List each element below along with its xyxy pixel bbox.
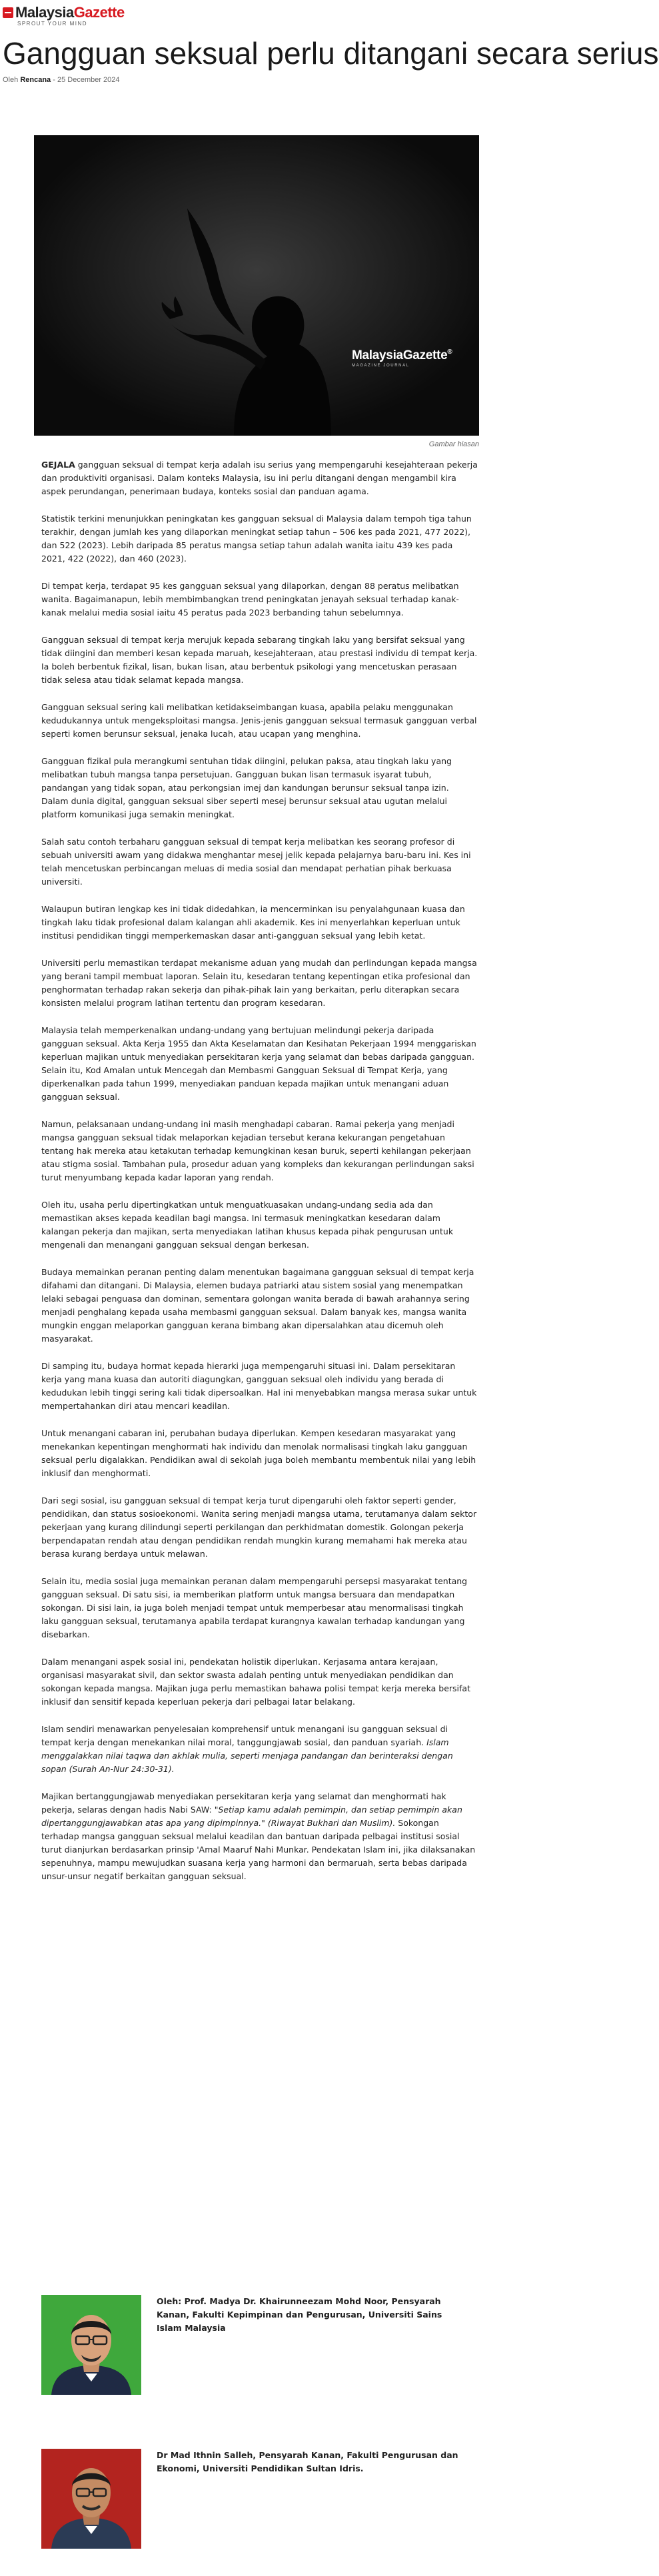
site-logo[interactable] — [3, 5, 590, 20]
author-bio-text: Oleh: Prof. Madya Dr. Khairunneezam Mohd Noor, Pensyarah Kanan, Fakulti Kepimpinan dan Pengurusan, Universiti Sains Islam Malaysia — [157, 2296, 442, 2333]
article-paragraph: Walaupun butiran lengkap kes ini tidak didedahkan, ia mencerminkan isu penyalahgunaan kuasa dan tingkah laku tidak profesional dalam kalangan ahli akademik. Kes ini menyerlahkan keperluan untuk institusi pendidikan tinggi memperkemaskan dasar anti-gangguan seksual yang lebih ketat. — [41, 904, 465, 941]
article-paragraph: Dari segi sosial, isu gangguan seksual di tempat kerja turut dipengaruhi oleh faktor seperti gender, pendidikan, dan status sosioekonomi. Wanita sering menjadi mangsa utama, terutamanya dalam sektor pekerjaan yang kurang dilindungi seperti perkilangan dan perkhidmatan domestik. Golongan pekerja berpendapatan rendah atau dengan pendidikan rendah mungkin kurang memahami hak mereka atau berasa kurang berdaya untuk melawan. — [41, 1496, 477, 1559]
author-bio — [41, 2295, 478, 2395]
article-paragraph: Majikan bertanggungjawab menyediakan persekitaran kerja yang selamat dan menghormati hak pekerja, selaras dengan hadis Nabi SAW: "Setiap kamu adalah pemimpin, dan setiap pemimpin akan dipertanggungjawabkan atas apa yang dipimpinnya." (Riwayat Bukhari dan Muslim). Sokongan terhadap mangsa gangguan seksual melalui keadilan dan bantuan daripada pelbagai institusi sosial turut dianjurkan berdasarkan prinsip 'Amal Maaruf Nahi Munkar. Pendekatan Islam ini, jika dilaksanakan sepenuhnya, mampu mewujudkan suasana kerja yang harmoni dan bermaruah, serta bebas daripada unsur-unsur negatif berkaitan gangguan seksual. — [41, 1791, 476, 1881]
article-paragraph: Namun, pelaksanaan undang-undang ini masih menghadapi cabaran. Ramai pekerja yang menjadi mangsa gangguan seksual tidak melaporkan kejadian tersebut kerana kekurangan pengetahuan tentang hak mereka atau ketakutan terhadap kemungkinan kesan buruk, seperti kehilangan pekerjaan atau stigma sosial. Tambahan pula, prosedur aduan yang kompleks dan kekurangan perlindungan saksi turut menyumbang kepada kadar laporan yang rendah. — [41, 1119, 474, 1182]
article-paragraph: GEJALA gangguan seksual di tempat kerja adalah isu serius yang mempengaruhi kesejahteraan pekerja dan produktiviti organisasi. Dalam konteks Malaysia, isu ini perlu ditangani dengan mengambil kira aspek perundangan, penerimaan budaya, konteks sosial dan panduan agama. — [41, 460, 478, 496]
article-paragraph: Gangguan seksual sering kali melibatkan ketidakseimbangan kuasa, apabila pelaku menggunakan kedudukannya untuk mengeksploitasi mangsa. Jenis-jenis gangguan seksual termasuk gangguan verbal seperti komen berunsur seksual, jenaka lucah, atau ucapan yang menghina. — [41, 702, 477, 739]
article-paragraph: Universiti perlu memastikan terdapat mekanisme aduan yang mudah dan perlindungan kepada mangsa yang berani tampil membuat laporan. Selain itu, kesedaran tentang kepentingan etika profesional dan penghormatan terhadap rakan sekerja dan pihak-pihak lain yang berkaitan, perlu diterapkan secara konsisten melalui program latihan tertentu dan program kesedaran. — [41, 958, 477, 1008]
article-date: 25 December 2024 — [57, 76, 120, 84]
author-photo — [41, 2295, 141, 2395]
article-paragraph: Islam sendiri menawarkan penyelesaian komprehensif untuk menangani isu gangguan seksual di tempat kerja dengan menekankan nilai moral, tanggungjawab sosial, dan panduan syariah. Islam menggalakkan nilai taqwa dan akhlak mulia, seperti menjaga pandangan dan berinteraksi dengan sopan (Surah An-Nur 24:30-31). — [41, 1724, 453, 1774]
article-paragraph: Gangguan seksual di tempat kerja merujuk kepada sebarang tingkah laku yang bersifat seksual yang tidak diingini dan memberi kesan kepada maruah, kesejahteraan, atau prestasi individu di tempat kerja. Ia boleh berbentuk fizikal, lisan, bukan lisan, atau berbentuk psikologi yang mencetuskan perasaan tidak selesa atau tidak selamat kepada mangsa. — [41, 635, 478, 685]
image-watermark-logo: MalaysiaGazette® MAGAZINE JOURNAL — [352, 348, 452, 368]
article-title: Gangguan seksual perlu ditangani secara serius — [3, 36, 659, 71]
article-paragraph: Budaya memainkan peranan penting dalam menentukan bagaimana gangguan seksual di tempat kerja difahami dan ditangani. Di Malaysia, elemen budaya patriarki atau sistem sosial yang menempatkan lelaki sebagai penguasa dan dominan, sementara golongan wanita berada di bawah arahannya sering menjadi penghalang kepada usaha membasmi gangguan seksual. Dalam banyak kes, mangsa wanita mungkin enggan melaporkan gangguan kerana bimbang akan dipersalahkan atau dicemuh oleh masyarakat. — [41, 1267, 474, 1344]
author-photo — [41, 2449, 141, 2549]
logo-tagline: SPROUT YOUR MIND — [17, 21, 88, 27]
byline-prefix: Oleh — [3, 76, 19, 84]
author-bio — [41, 2449, 478, 2549]
article-paragraph: Untuk menangani cabaran ini, perubahan budaya diperlukan. Kempen kesedaran masyarakat yang menekankan kepentingan menghormati hak individu dan menolak normalisasi tingkah laku gangguan seksual perlu digalakkan. Pendidikan awal di sekolah juga boleh membantu membentuk nilai yang lebih inklusif dan menghormati. — [41, 1428, 476, 1478]
author-bio-text: Dr Mad Ithnin Salleh, Pensyarah Kanan, Fakulti Pengurusan dan Ekonomi, Universiti Pendidikan Sultan Idris. — [157, 2450, 458, 2473]
article-paragraph: Di samping itu, budaya hormat kepada hierarki juga mempengaruhi situasi ini. Dalam persekitaran kerja yang mana kuasa dan autoriti diagungkan, gangguan seksual oleh individu yang berada di kedudukan lebih tinggi sering kali tidak dipersoalkan. Hal ini menyebabkan mangsa merasa sukar untuk mempertahankan diri atau mencari keadilan. — [41, 1361, 477, 1411]
silhouette-illustration — [34, 135, 479, 436]
hero-image — [34, 135, 479, 436]
byline-author[interactable]: Rencana — [20, 76, 51, 84]
article-byline — [3, 76, 590, 84]
byline-separator: - — [53, 76, 55, 84]
article-paragraph: Oleh itu, usaha perlu dipertingkatkan untuk menguatkuasakan undang-undang sedia ada dan memastikan akses kepada keadilan bagi mangsa. Ini termasuk meningkatkan kesedaran dalam kalangan pekerja dan majikan, serta menyediakan latihan khusus kepada pihak pengurusan untuk mengenali dan menangani gangguan seksual dengan berkesan. — [41, 1200, 454, 1250]
article-paragraph: Selain itu, media sosial juga memainkan peranan dalam mempengaruhi persepsi masyarakat tentang gangguan seksual. Di satu sisi, ia memberikan platform untuk mangsa bersuara dan mendapatkan sokongan. Di sisi lain, ia juga boleh menjadi tempat untuk memperbesar atau menormalisasi tingkah laku gangguan seksual, terutamanya apabila terdapat kurangnya kawalan terhadap kandungan yang disebarkan. — [41, 1576, 468, 1639]
article-paragraph: Statistik terkini menunjukkan peningkatan kes gangguan seksual di Malaysia dalam tempoh tiga tahun terakhir, dengan jumlah kes yang dilaporkan meningkat setiap tahun – 506 kes pada 2021, 477 2022), dan 522 (2023). Lebih daripada 85 peratus mangsa setiap tahun adalah wanita iaitu 439 kes pada 2021, 422 (2022), dan 460 (2023). — [41, 514, 472, 564]
article-paragraph: Malaysia telah memperkenalkan undang-undang yang bertujuan melindungi pekerja daripada gangguan seksual. Akta Kerja 1955 dan Akta Keselamatan dan Kesihatan Pekerjaan 1994 menggariskan keperluan majikan untuk menyediakan persekitaran kerja yang selamat dan bebas daripada gangguan. Selain itu, Kod Amalan untuk Mencegah dan Membasmi Gangguan Seksual di Tempat Kerja, yang diperkenalkan pada tahun 1999, menyediakan panduan kepada majikan untuk menangani aduan gangguan seksual. — [41, 1025, 476, 1102]
author-portrait-icon — [41, 2295, 141, 2395]
site-header — [0, 0, 590, 31]
image-caption: Gambar hiasan — [428, 440, 479, 448]
author-portrait-icon — [41, 2449, 141, 2549]
article-paragraph: Salah satu contoh terbaharu gangguan seksual di tempat kerja melibatkan kes seorang profesor di sebuah universiti awam yang didakwa menghantar mesej jelik kepada pelajarnya baru-baru ini. Kes ini telah mencetuskan perbincangan meluas di media sosial dan mendapat perhatian pihak berkuasa universiti. — [41, 837, 471, 887]
article-paragraph: Dalam menangani aspek sosial ini, pendekatan holistik diperlukan. Kerjasama antara kerajaan, organisasi masyarakat sivil, dan sektor swasta adalah penting untuk menyediakan pendidikan dan sokongan kepada mangsa. Majikan juga perlu memastikan bahawa polisi tempat kerja mereka bersifat inklusif dan sensitif kepada keperluan pekerja dari pelbagai latar belakang. — [41, 1657, 470, 1707]
logo-mark-icon — [3, 7, 13, 18]
article-paragraph: Gangguan fizikal pula merangkumi sentuhan tidak diingini, pelukan paksa, atau tingkah laku yang melibatkan tubuh mangsa tanpa persetujuan. Gangguan bukan lisan termasuk isyarat tubuh, pandangan yang tidak sopan, atau perkongsian imej dan kandungan berunsur seksual tanpa izin. Dalam dunia digital, gangguan seksual siber seperti mesej berunsur seksual atau ugutan melalui platform komunikasi juga semakin meningkat. — [41, 756, 452, 819]
article-body — [41, 458, 478, 1897]
logo-wordmark: MalaysiaGazette — [15, 4, 125, 21]
article-paragraph: Di tempat kerja, terdapat 95 kes gangguan seksual yang dilaporkan, dengan 88 peratus melibatkan wanita. Bagaimanapun, lebih membimbangkan trend peningkatan jenayah seksual terhadap kanak-kanak melalui media sosial iaitu 45 peratus pada 2023 berbanding tahun sebelumnya. — [41, 581, 459, 618]
